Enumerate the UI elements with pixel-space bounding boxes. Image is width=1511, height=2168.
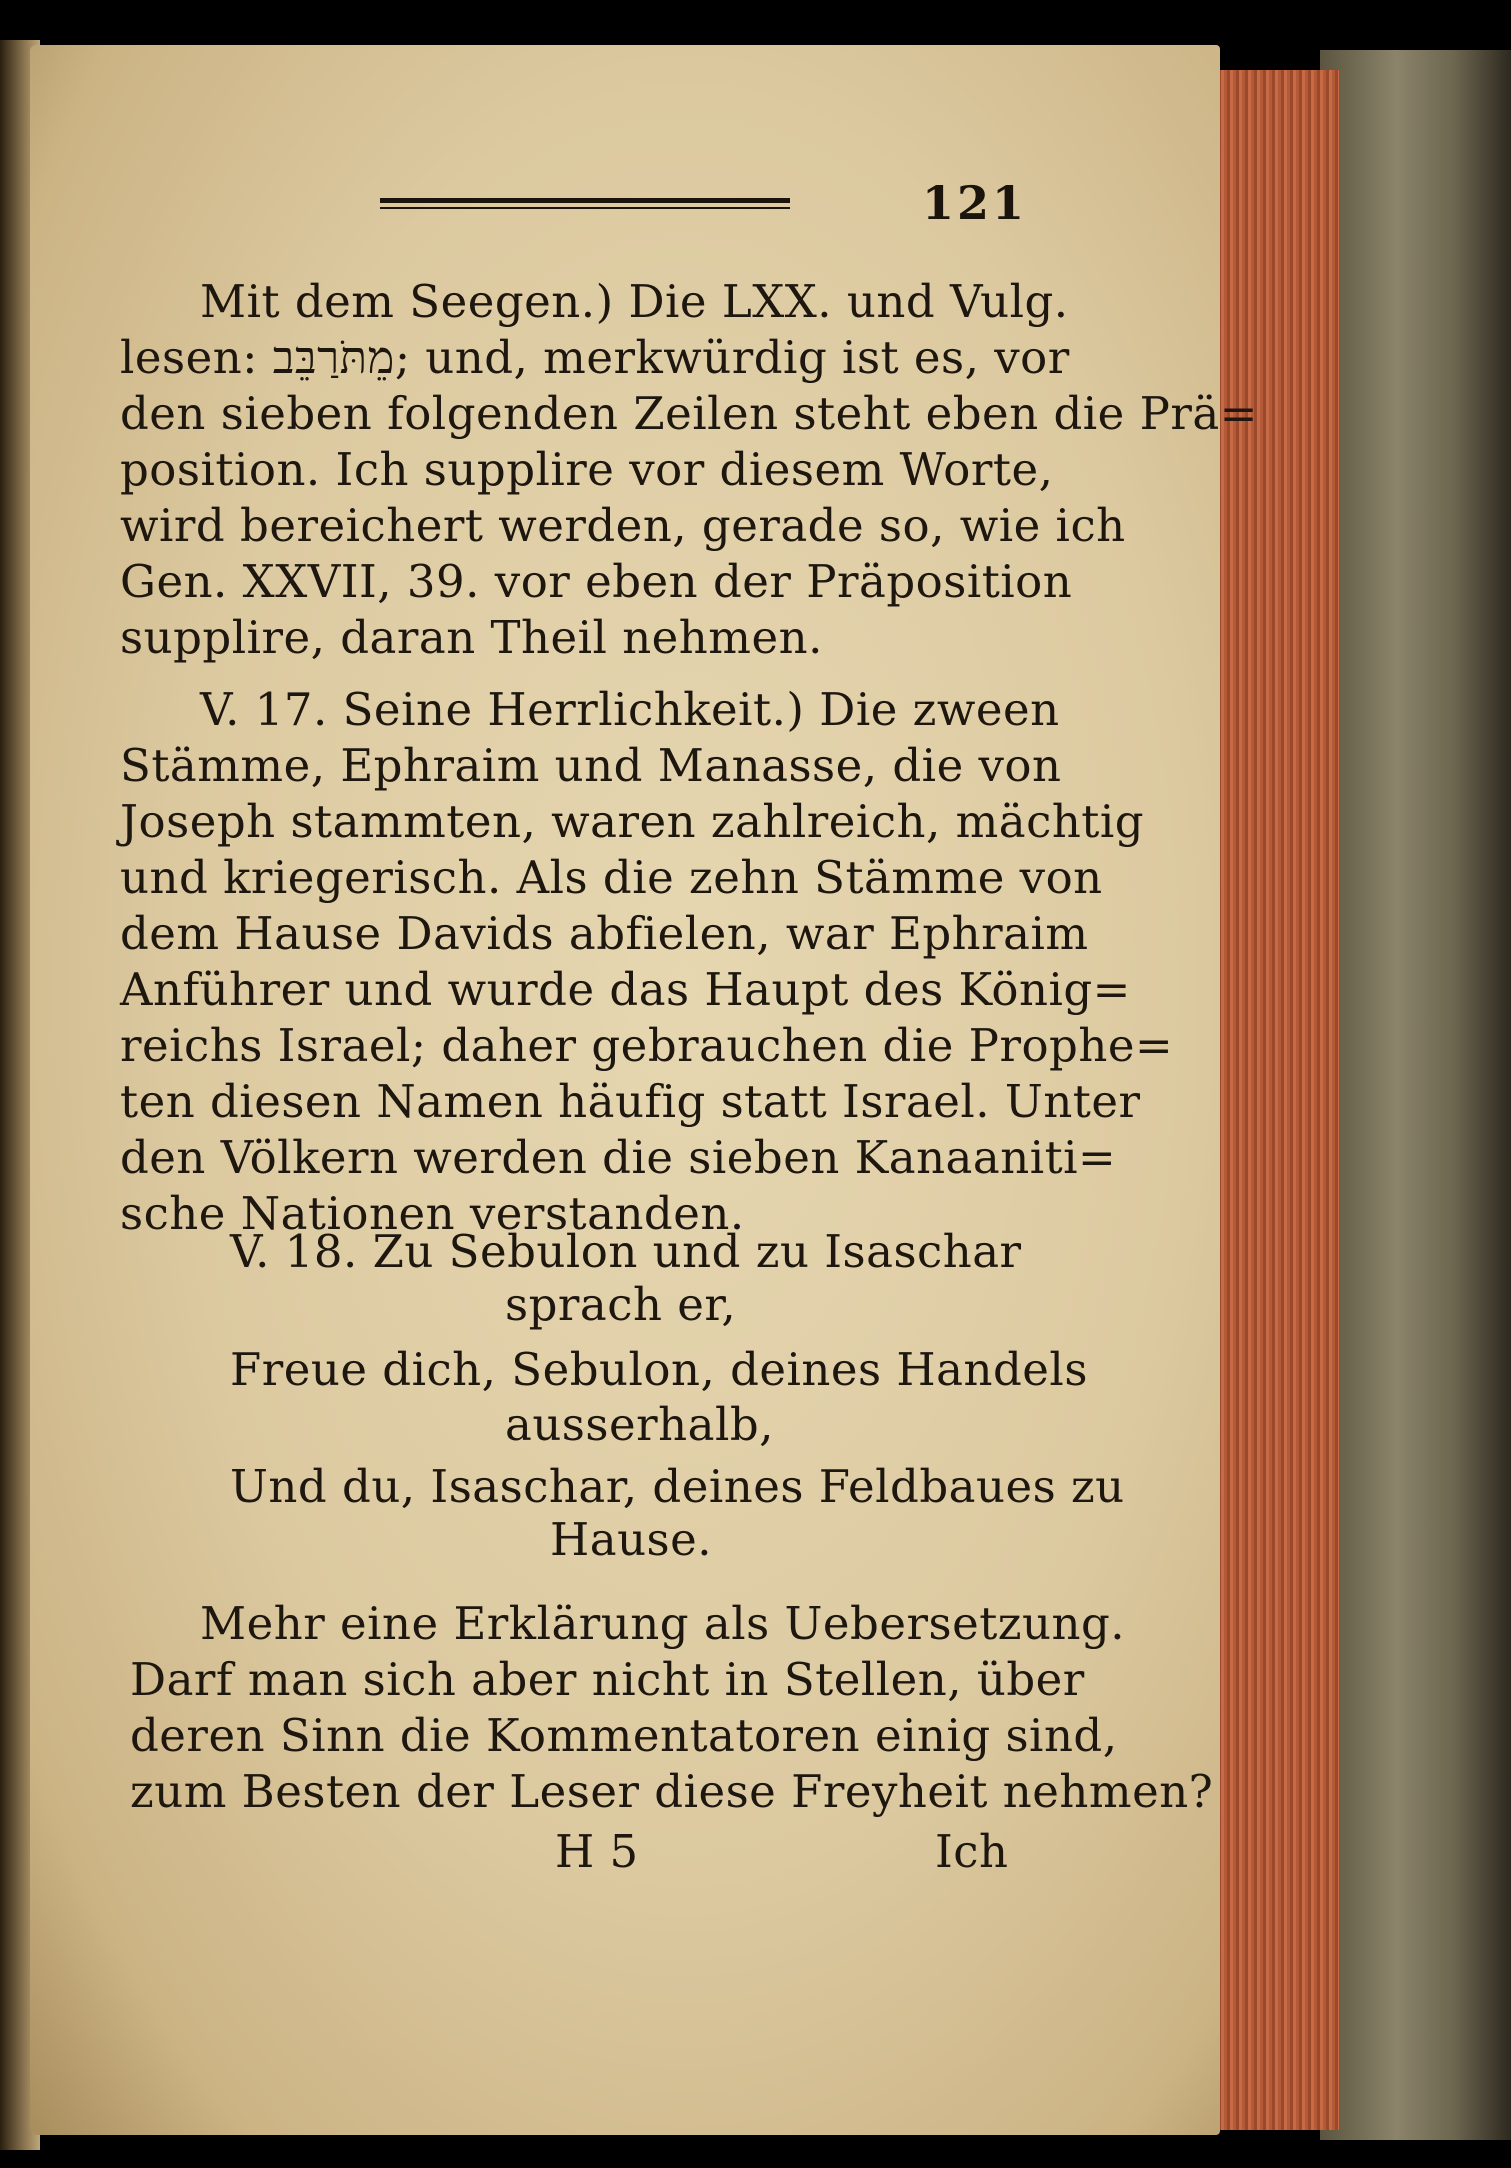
text-line: sprach er, [505,1278,737,1331]
text-line: Anführer und wurde das Haupt des König= [120,963,1131,1016]
page-number: 121 [922,176,1028,230]
text-line: ausserhalb, [505,1398,774,1451]
text-line: den sieben folgenden Zeilen steht eben die Prä= [120,387,1258,440]
signature-mark: H 5 [555,1825,639,1878]
text-line: Mehr eine Erklärung als Uebersetzung. [200,1597,1126,1650]
text-line: position. Ich supplire vor diesem Worte, [120,443,1054,496]
catchword: Ich [935,1825,1009,1878]
text-line: Freue dich, Sebulon, deines Handels [230,1343,1088,1396]
text-line: Und du, Isaschar, deines Feldbaues zu [230,1460,1125,1513]
text-line: und kriegerisch. Als die zehn Stämme von [120,851,1103,904]
header-rule [380,198,790,203]
text-line: reichs Israel; daher gebrauchen die Prophe= [120,1019,1174,1072]
book-cover [1320,50,1511,2140]
text-line: den Völkern werden die sieben Kanaaniti= [120,1131,1117,1184]
text-line: V. 17. Seine Herrlichkeit.) Die zween [200,683,1060,736]
text-line: dem Hause Davids abfielen, war Ephraim [120,907,1089,960]
text-line: Darf man sich aber nicht in Stellen, über [130,1653,1085,1706]
text-line: Joseph stammten, waren zahlreich, mächtig [120,795,1145,848]
text-line: sche Nationen verstanden. [120,1187,745,1240]
text-line: Gen. XXVII, 39. vor eben der Präposition [120,555,1073,608]
text-line: ten diesen Namen häufig statt Israel. Unter [120,1075,1141,1128]
text-line: Mit dem Seegen.) Die LXX. und Vulg. [200,275,1069,328]
text-line: Hause. [550,1513,713,1566]
header-rule-thin [380,207,790,209]
text-line: wird bereichert werden, gerade so, wie ich [120,499,1126,552]
text-line: V. 18. Zu Sebulon und zu Isaschar [230,1225,1022,1278]
text-line: deren Sinn die Kommentatoren einig sind, [130,1709,1118,1762]
text-line: Stämme, Ephraim und Manasse, die von [120,739,1062,792]
page-edges [1205,70,1339,2130]
text-line: supplire, daran Theil nehmen. [120,611,823,664]
text-line: lesen: מֵתֹּרַבֵּב; und, merkwürdig ist es, vor [120,331,1070,384]
text-line: zum Besten der Leser diese Freyheit nehmen? [130,1765,1214,1818]
